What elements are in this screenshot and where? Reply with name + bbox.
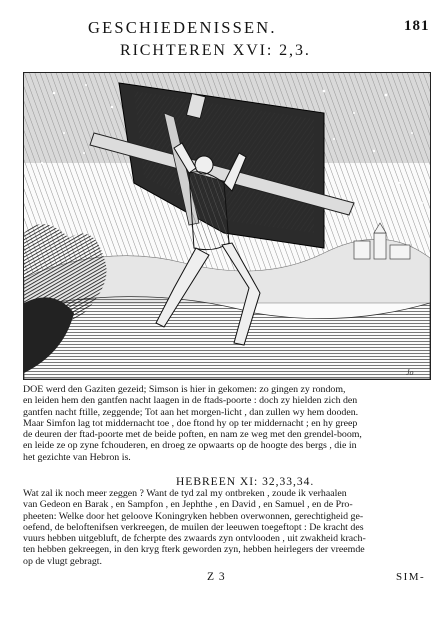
- text-line: en leiden hem den gantfen nacht laagen in de ftads-poorte : doch zy hielden zich den: [23, 395, 358, 407]
- text-line: Maar Simfon lag tot middernacht toe , doe ftond hy op ter middernacht ; en hy greep: [23, 417, 358, 429]
- text-line: Wat zal ik noch meer zeggen ? Want de tyd zal my ontbreken , zoude ik verhaalen: [23, 488, 347, 499]
- text-line: op de vlugt gebragt.: [23, 555, 102, 567]
- text-line: vuurs hebben uitgebluft, de fcherpte des zwaards zyn ontvlooden , uit zwakheid krach-: [23, 533, 366, 545]
- page-number: 181: [404, 18, 430, 34]
- signature-mark: Z 3: [207, 571, 226, 583]
- text-line: het gezichte van Hebron is.: [23, 451, 131, 463]
- text-line: ten hebben gekreegen, in den kryg fterk geworden zyn, hebben heirlegers der vreemde: [23, 544, 365, 556]
- engraving-samson-carrying-gates: [23, 72, 431, 380]
- text-line: van Gedeon en Barak , en Sampfon , en Jephthe , en David , en Samuel , en de Pro-: [23, 499, 353, 511]
- engraving-illustration: [24, 73, 430, 379]
- text-line: gantfen nacht ftille, zeggende; Tot aan het morgen-licht , dan zullen wy hem dooden.: [23, 406, 359, 418]
- chapter-reference: RICHTEREN XVI: 2,3.: [120, 42, 311, 59]
- text-line: oefend, de beloftenifsen verkreegen, de muilen der leeuwen toegeftopt : De kracht des: [23, 521, 364, 533]
- paragraph-judges: [23, 384, 431, 463]
- text-line: en leide ze op zyne fchouderen, en droeg ze opwaarts op de hoogte des bergs , die in: [23, 440, 357, 452]
- scripture-reference: HEBREEN XI: 32,33,34.: [176, 476, 315, 488]
- running-header-title: GESCHIEDENISSEN.: [88, 18, 277, 37]
- engraver-signature: Jo: [406, 368, 414, 377]
- text-line: de deuren der ftad-poorte met de beide poften, en nam ze weg met den grendel-boom,: [23, 429, 362, 441]
- catchword: SIM-: [396, 571, 426, 583]
- text-line: pheeten: Welke door het geloove Koningryken hebben overwonnen, gerechtigheid ge-: [23, 510, 364, 522]
- paragraph-hebrews: [23, 488, 431, 567]
- text-line: DOE werd den Gaziten gezeid; Simson is hier in gekomen: zo gingen zy rondom,: [23, 384, 346, 395]
